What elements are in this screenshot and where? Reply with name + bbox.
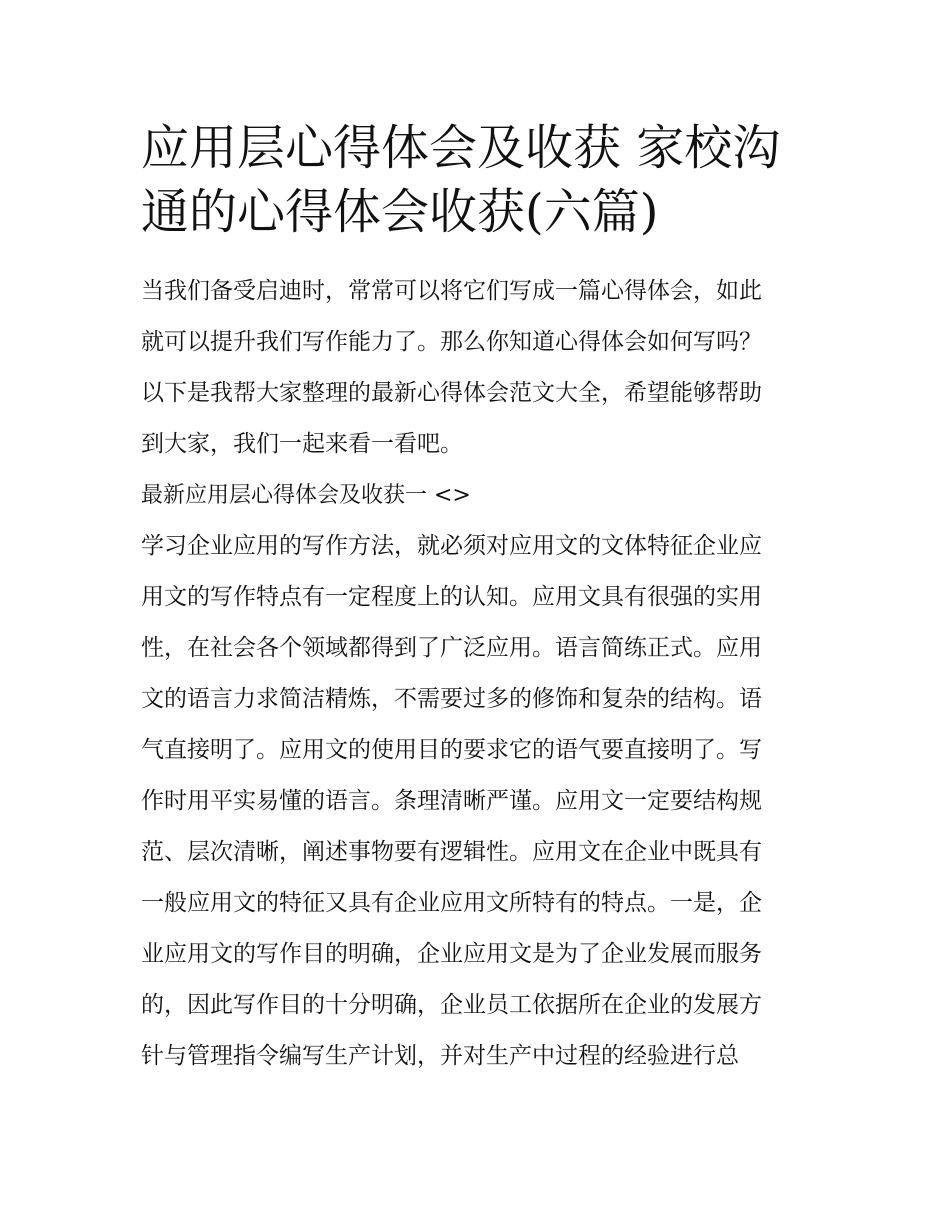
body-paragraph [141,521,813,1082]
page-title [141,116,813,244]
text-line: 当我们备受启迪时，常常可以将它们写成一篇心得体会，如此 [141,278,762,304]
text-line: 业应用文的写作目的明确，企业应用文是为了企业发展而服务 [141,941,762,967]
text-line: 一般应用文的特征又具有企业应用文所特有的特点。一是，企 [141,890,762,916]
text-line: 范、层次清晰，阐述事物要有逻辑性。应用文在企业中既具有 [141,839,762,865]
text-line: 到大家，我们一起来看一看吧。 [141,431,463,457]
text-line: 针与管理指令编写生产计划，并对生产中过程的经验进行总 [141,1043,739,1069]
text-line: 文的语言力求简洁精炼，不需要过多的修饰和复杂的结构。语 [141,686,762,712]
text-line: 学习企业应用的写作方法，就必须对应用文的文体特征企业应 [141,533,762,559]
title-line: 应用层心得体会及收获 家校沟 [141,120,781,176]
text-line: 以下是我帮大家整理的最新心得体会范文大全，希望能够帮助 [141,380,762,406]
text-line: 的，因此写作目的十分明确，企业员工依据所在企业的发展方 [141,992,762,1018]
section-heading: 最新应用层心得体会及收获一 <> [141,483,471,508]
text-line: 作时用平实易懂的语言。条理清晰严谨。应用文一定要结构规 [141,788,762,814]
title-line: 通的心得体会收获(六篇) [141,184,659,240]
document-content [141,116,813,1082]
text-line: 性，在社会各个领域都得到了广泛应用。语言简练正式。应用 [141,635,762,661]
intro-paragraph [141,266,813,470]
text-line: 用文的写作特点有一定程度上的认知。应用文具有很强的实用 [141,584,762,610]
text-line: 就可以提升我们写作能力了。那么你知道心得体会如何写吗？ [141,329,762,355]
text-line: 气直接明了。应用文的使用目的要求它的语气要直接明了。写 [141,737,762,763]
